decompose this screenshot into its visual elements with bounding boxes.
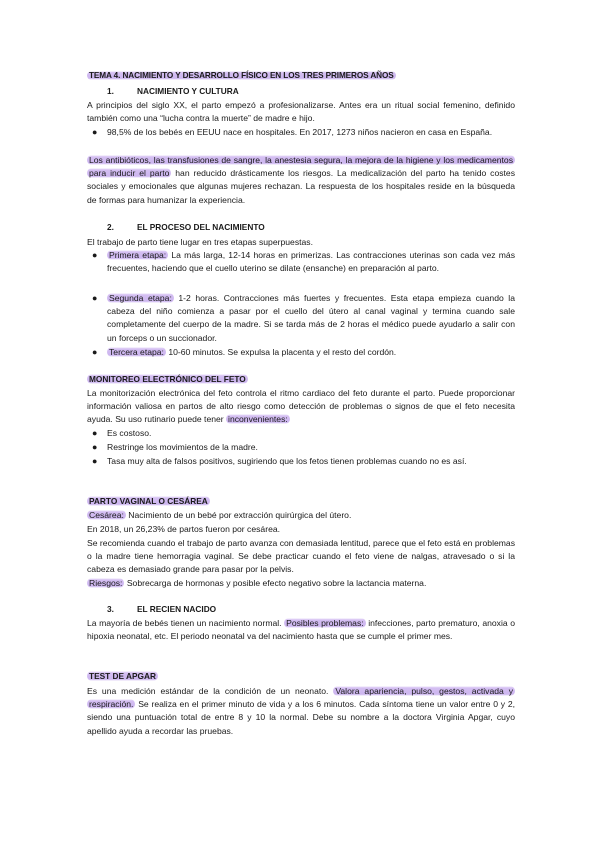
list-item: ● Es costoso. <box>107 427 515 440</box>
list-item: ● 98,5% de los bebés en EEUU nace en hospitales. En 2017, 1273 niños nacieron en casa en España. <box>107 126 515 139</box>
list-item: ● Tasa muy alta de falsos positivos, sugiriendo que los fetos tienen problemas cuando no es así. <box>107 455 515 468</box>
list-item: ● Tercera etapa: 10-60 minutos. Se expulsa la placenta y el resto del cordón. <box>107 346 515 359</box>
bullet-icon: ● <box>92 428 98 438</box>
bullet-icon: ● <box>92 456 98 466</box>
paragraph-intro: A principios del siglo XX, el parto empezó a profesionalizarse. Antes era un ritual social femenino, definido también como una “lucha contra la muerte” de madre e hijo. <box>87 100 515 124</box>
list-item: ● Restringe los movimientos de la madre. <box>107 441 515 454</box>
paragraph-cesarea-stat: En 2018, un 26,23% de partos fueron por cesárea. <box>87 524 281 534</box>
bullet-icon: ● <box>92 127 98 137</box>
document-title: TEMA 4. NACIMIENTO Y DESARROLLO FÍSICO EN LOS TRES PRIMEROS AÑOS <box>89 71 394 80</box>
section-heading-monitoreo: MONITOREO ELECTRÓNICO DEL FETO <box>89 374 246 384</box>
paragraph-monitoreo: La monitorización electrónica del feto controla el ritmo cardiaco del feto durante el parto. Puede proporcionar información valiosa en partos de alto riesgo como detección de problemas o signos de que el feto necesita ayuda. Su uso rutinario puede tener inconvenientes: <box>87 388 515 425</box>
bullet-icon: ● <box>92 347 98 357</box>
bullet-icon: ● <box>92 250 98 260</box>
list-item: ● Segunda etapa: 1-2 horas. Contracciones más fuertes y frecuentes. Esta etapa empieza cuando la cabeza del niño comienza a pasar por el cuello del útero al canal vaginal y termina cuando sale completamente del cuerpo de la madre. Si se tarda más de 2 horas el médico puede ayudarlo a salir con un forceps o un succionador. <box>92 293 515 343</box>
paragraph-stages-intro: El trabajo de parto tiene lugar en tres etapas superpuestas. <box>87 237 313 247</box>
paragraph-cesarea-def: Cesárea: Nacimiento de un bebé por extracción quirúrgica del útero. <box>89 510 352 520</box>
section-heading-parto-vaginal: PARTO VAGINAL O CESÁREA <box>89 496 208 506</box>
paragraph-medicalization: Los antibióticos, las transfusiones de sangre, la anestesia segura, la mejora de la higiene y los medicamentos para inducir el parto han reducido drásticamente los riesgos. La medicalización del parto ha tenido costes sociales y emocionales que algunas mujeres rechazan. La respuesta de los hospitales reside en la búsqueda de formas para humanizar la experiencia. <box>87 155 515 205</box>
paragraph-cesarea-recommendation: Se recomienda cuando el trabajo de parto avanza con demasiada lentitud, parece que el feto está en problemas o la madre tiene hemorragia vaginal. Se debe practicar cuando el feto viene de nalgas, atravesado o si la cabeza es demasiado grande para pasar por la pelvis. <box>87 538 515 575</box>
list-item: ● Primera etapa: La más larga, 12-14 horas en primerizas. Las contracciones uterinas son cada vez más frecuentes, haciendo que el cuello uterino se dilate (ensanche) en preparación al parto. <box>92 250 515 274</box>
section-heading-proceso-nacimiento: 2. EL PROCESO DEL NACIMIENTO <box>107 222 265 232</box>
paragraph-recien-nacido: La mayoría de bebés tienen un nacimiento normal. Posibles problemas: infecciones, parto prematuro, anoxia o hipoxia neonatal, etc. El periodo neonatal va del nacimiento hasta que se cumple el primer mes. <box>87 618 515 642</box>
paragraph-apgar: Es una medición estándar de la condición de un neonato. Valora apariencia, pulso, gestos, activada y respiración. Se realiza en el primer minuto de vida y a los 6 minutos. Cada síntoma tiene un valor entre 0 y 2, siendo una puntuación total de entre 8 y 10 la normal. Debe su nombre a la doctora Virginia Apgar, cuyo apellido ayuda a recordar las pruebas. <box>87 686 515 736</box>
paragraph-riesgos: Riesgos: Sobrecarga de hormonas y posible efecto negativo sobre la lactancia materna. <box>89 578 427 588</box>
bullet-icon: ● <box>92 293 98 303</box>
section-heading-recien-nacido: 3. EL RECIEN NACIDO <box>107 604 217 614</box>
section-heading-test-apgar: TEST DE APGAR <box>89 671 156 681</box>
section-heading-nacimiento-cultura: 1. NACIMIENTO Y CULTURA <box>107 86 239 96</box>
bullet-icon: ● <box>92 442 98 452</box>
